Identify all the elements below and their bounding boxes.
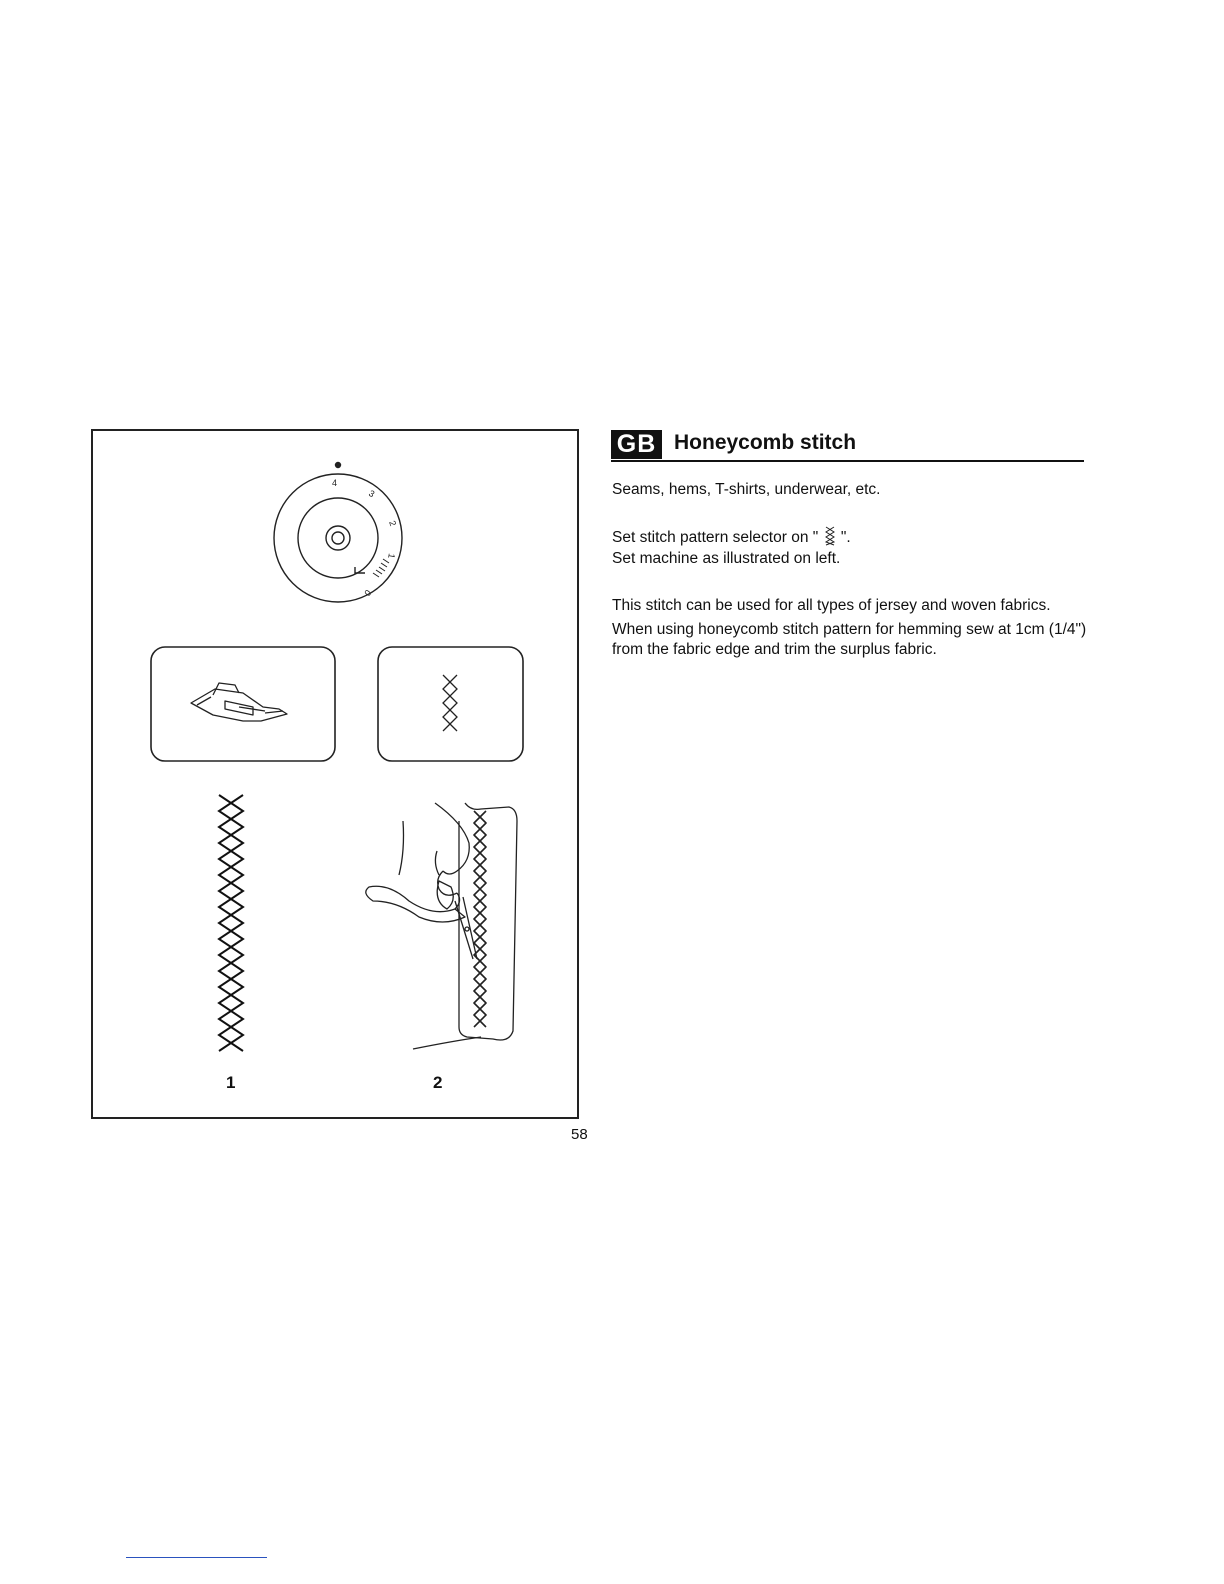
honeycomb-stitch-sample-icon <box>219 795 243 1051</box>
page-number: 58 <box>571 1126 588 1143</box>
selector-prefix: Set stitch pattern selector on " <box>612 529 819 546</box>
hemming-scissors-icon <box>366 803 517 1049</box>
dial-label-4: 4 <box>332 478 338 488</box>
presser-foot-panel <box>151 647 335 761</box>
page-title: Honeycomb stitch <box>674 431 857 454</box>
honeycomb-inline-icon <box>825 526 835 546</box>
language-badge: GB <box>611 430 662 459</box>
footer-rule <box>126 1557 267 1558</box>
section-header <box>611 430 1084 462</box>
figure-label-2: 2 <box>433 1073 443 1092</box>
selector-suffix: ". <box>840 529 851 546</box>
figure-label-1: 1 <box>226 1073 236 1092</box>
illustration-svg <box>93 431 581 1121</box>
stitch-length-dial-icon <box>274 463 402 603</box>
paragraph-1: This stitch can be used for all types of jersey and woven fabrics. <box>612 597 1051 614</box>
illustration-panel <box>91 429 579 1119</box>
machine-setting-text: Set machine as illustrated on left. <box>612 550 841 567</box>
paragraph-2: When using honeycomb stitch pattern for hemming sew at 1cm (1/4") from the fabric edge and trim the surplus fabric. <box>612 621 1087 658</box>
pattern-panel <box>378 647 523 761</box>
selector-instruction <box>612 526 1092 548</box>
dial-label-2: 2 <box>387 519 399 528</box>
uses-text: Seams, hems, T-shirts, underwear, etc. <box>612 481 881 498</box>
honeycomb-pattern-icon <box>443 675 457 731</box>
presser-foot-icon <box>191 683 287 721</box>
dial-label-3: 3 <box>367 488 377 500</box>
dial-label-0: 0 <box>362 587 374 598</box>
dial-label-1: 1 <box>386 552 397 560</box>
